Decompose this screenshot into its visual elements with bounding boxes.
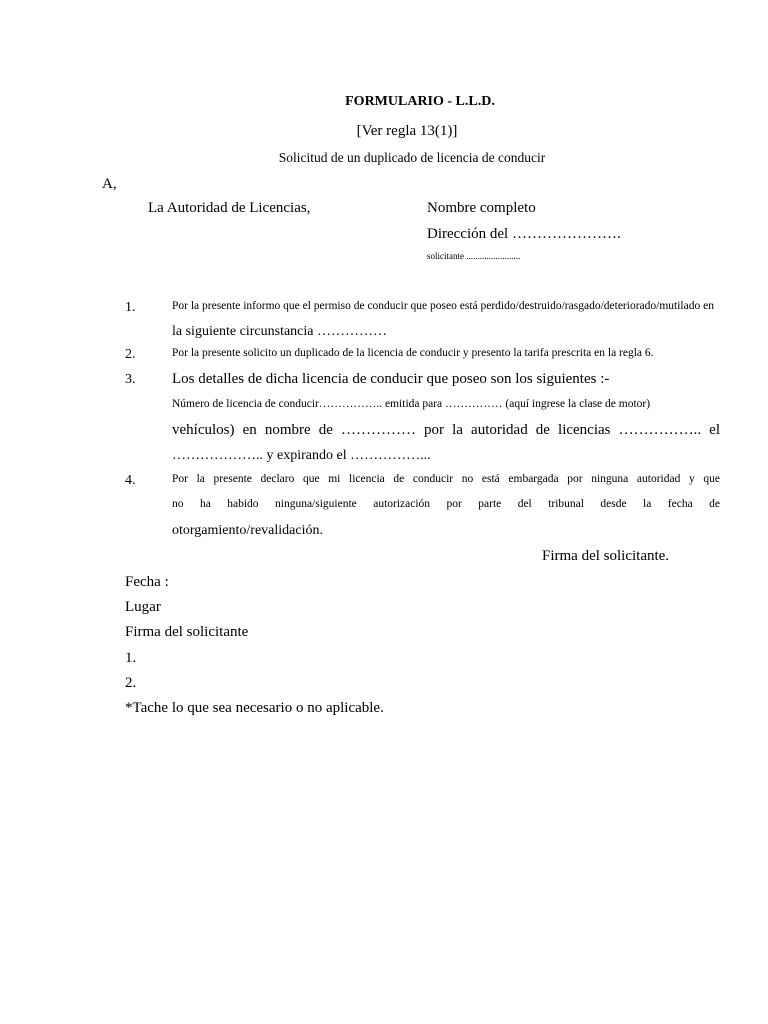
applicant-label: solicitante ........................ xyxy=(427,251,521,261)
item-number-4: 4. xyxy=(125,473,136,488)
full-name-label: Nombre completo xyxy=(427,200,536,216)
date-label: Fecha : xyxy=(125,574,169,590)
form-subtitle: Solicitud de un duplicado de licencia de conducir xyxy=(278,150,546,165)
rule-reference: [Ver regla 13(1)] xyxy=(356,123,458,139)
licensing-authority: La Autoridad de Licencias, xyxy=(148,200,311,216)
item-number-2: 2. xyxy=(125,347,136,362)
strike-note: *Tache lo que sea necesario o no aplicable. xyxy=(125,700,384,716)
applicant-signature-right: Firma del solicitante. xyxy=(542,548,670,564)
item-1-line-2: la siguiente circunstancia …………… xyxy=(172,324,387,339)
item-2-line-1: Por la presente solicito un duplicado de la licencia de conducir y presento la tarifa prescrita en la regla 6. xyxy=(172,347,654,359)
item-3-line-4: ……………….. y expirando el ……………... xyxy=(172,448,431,463)
form-title: FORMULARIO - L.L.D. xyxy=(345,94,495,109)
footer-number-1: 1. xyxy=(125,650,137,666)
item-3-line-1: Los detalles de dicha licencia de conducir que poseo son los siguientes :- xyxy=(172,371,610,387)
item-4-line-3: otorgamiento/revalidación. xyxy=(172,523,323,538)
place-label: Lugar xyxy=(125,599,161,615)
address-label: Dirección del …………………. xyxy=(427,226,621,242)
item-3-line-2: Número de licencia de conducir…………….. emitida para …………… (aquí ingrese la clase de motor) xyxy=(172,398,651,410)
item-number-3: 3. xyxy=(125,372,136,387)
item-number-1: 1. xyxy=(125,300,136,315)
item-3-line-3: vehículos) en nombre de …………… por la autoridad de licencias …………….. el xyxy=(172,422,720,438)
footer-number-2: 2. xyxy=(125,675,137,691)
addressee-prefix: A, xyxy=(102,176,117,192)
item-4-line-1: Por la presente declaro que mi licencia de conducir no está embargada por ninguna autoridad y que xyxy=(172,473,720,485)
signature-label: Firma del solicitante xyxy=(125,624,249,640)
item-1-line-1: Por la presente informo que el permiso de conducir que poseo está perdido/destruido/rasgado/deteriorado/mutilado en xyxy=(172,300,714,312)
item-4-line-2: no ha habido ninguna/siguiente autorización por parte del tribunal desde la fecha de xyxy=(172,498,720,510)
